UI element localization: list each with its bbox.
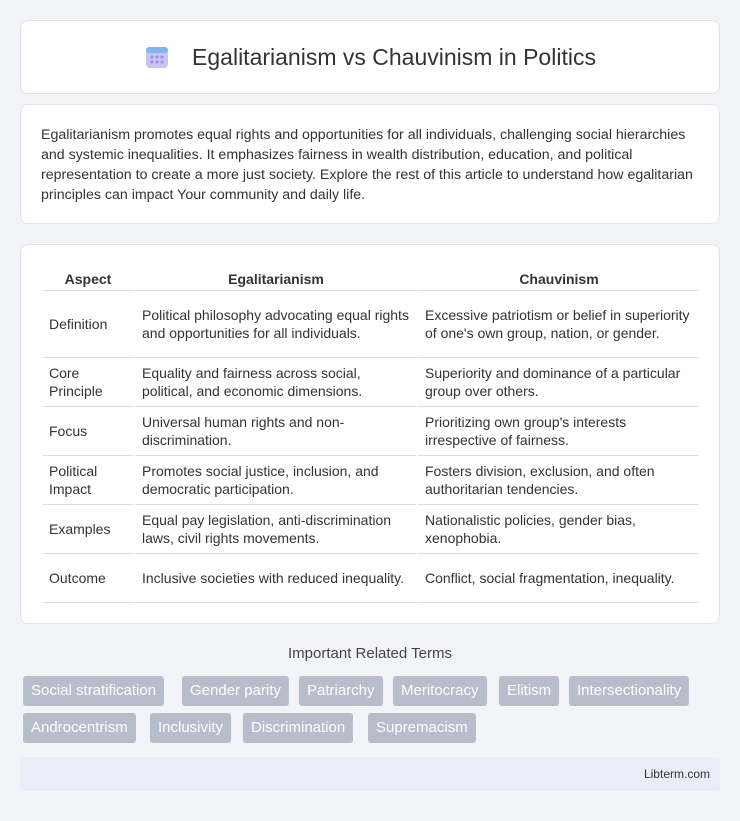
- tag-elitism[interactable]: Elitism: [499, 676, 559, 706]
- table-cell: Outcome: [43, 554, 133, 603]
- footer: [20, 757, 720, 791]
- tag-patriarchy[interactable]: Patriarchy: [299, 676, 383, 706]
- header-card: [20, 20, 720, 94]
- comparison-table: [43, 265, 699, 603]
- column-header-chauvinism: Chauvinism: [416, 265, 699, 291]
- table-cell: Equality and fairness across social, political, and economic dimensions.: [133, 358, 416, 407]
- table-cell: Equal pay legislation, anti-discrimination laws, civil rights movements.: [133, 505, 416, 554]
- table-cell: Prioritizing own group's interests irrespective of fairness.: [416, 407, 699, 456]
- tag-intersectionality[interactable]: Intersectionality: [569, 676, 689, 706]
- table-cell: Core Principle: [43, 358, 133, 407]
- column-header-aspect: Aspect: [43, 265, 133, 291]
- calendar-icon: [144, 44, 170, 70]
- comparison-table-card: [20, 244, 720, 624]
- tag-inclusivity[interactable]: Inclusivity: [150, 713, 231, 743]
- table-cell: Excessive patriotism or belief in superiority of one's own group, nation, or gender.: [416, 291, 699, 358]
- table-cell: Conflict, social fragmentation, inequality.: [416, 554, 699, 603]
- related-terms-title: Important Related Terms: [288, 645, 452, 662]
- page-title: Egalitarianism vs Chauvinism in Politics: [192, 43, 596, 70]
- table-cell: Inclusive societies with reduced inequality.: [133, 554, 416, 603]
- table-cell: Political philosophy advocating equal rights and opportunities for all individuals.: [133, 291, 416, 358]
- table-row: [43, 407, 699, 456]
- table-cell: Superiority and dominance of a particular group over others.: [416, 358, 699, 407]
- table-cell: Focus: [43, 407, 133, 456]
- column-header-egalitarianism: Egalitarianism: [133, 265, 416, 291]
- footer-site-link[interactable]: Libterm.com: [643, 767, 710, 781]
- table-cell: Examples: [43, 505, 133, 554]
- table-row: [43, 505, 699, 554]
- tag-supremacism[interactable]: Supremacism: [368, 713, 476, 743]
- table-cell: Political Impact: [43, 456, 133, 505]
- tag-androcentrism[interactable]: Androcentrism: [23, 713, 136, 743]
- table-row: [43, 358, 699, 407]
- table-row: [43, 554, 699, 603]
- intro-card: [20, 104, 720, 224]
- tag-gender-parity[interactable]: Gender parity: [182, 676, 289, 706]
- table-header-row: [43, 265, 699, 291]
- tag-discrimination[interactable]: Discrimination: [243, 713, 353, 743]
- intro-text: Egalitarianism promotes equal rights and opportunities for all individuals, challenging social hierarchies and systemic inequalities. It emphasizes fairness in wealth distribution, education, and political representation to create a more just society. Explore the rest of this article to understand how egalitarian principles can impact Your community and daily life.: [41, 127, 693, 203]
- table-cell: Promotes social justice, inclusion, and democratic participation.: [133, 456, 416, 505]
- table-row: [43, 456, 699, 505]
- table-cell: Definition: [43, 291, 133, 358]
- table-cell: Nationalistic policies, gender bias, xenophobia.: [416, 505, 699, 554]
- table-cell: Fosters division, exclusion, and often authoritarian tendencies.: [416, 456, 699, 505]
- tag-social-stratification[interactable]: Social stratification: [23, 676, 164, 706]
- table-cell: Universal human rights and non-discrimination.: [133, 407, 416, 456]
- tag-meritocracy[interactable]: Meritocracy: [393, 676, 487, 706]
- table-row: [43, 291, 699, 358]
